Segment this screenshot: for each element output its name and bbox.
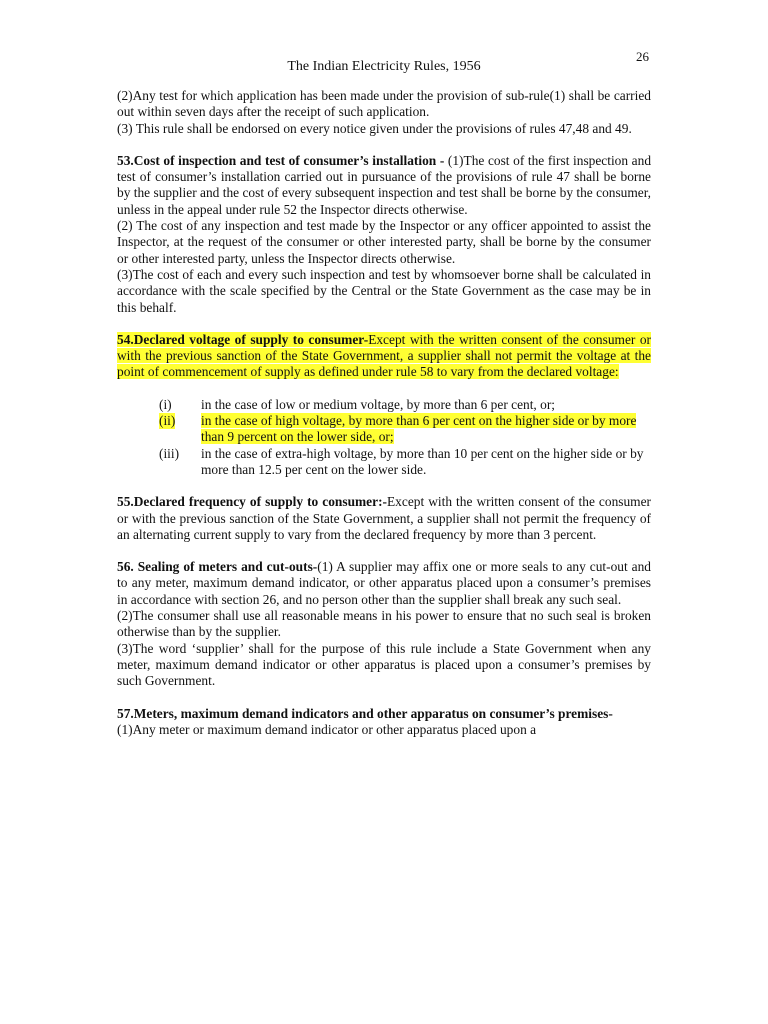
rule54-item-iii [117,446,651,479]
list-item-text: in the case of extra-high voltage, by more than 10 per cent on the higher side or by more than 12.5 per cent on the lower side. [201,445,644,477]
rule54-highlight [117,332,651,380]
rule54-heading: 54.Declared voltage of supply to consumer- [117,331,369,347]
list-marker: (iii) [159,445,180,461]
rule55-heading: 55.Declared frequency of supply to consumer:- [117,494,387,510]
rule56-sub3: (3)The word ‘supplier’ shall for the purpose of this rule include a State Government when any meter, maximum demand indicator or other apparatus is placed upon a consumer’s premises by such Government. [117,640,651,689]
body-text [117,88,651,738]
rule54-item-i [117,397,651,413]
rule56-sub2: (2)The consumer shall use all reasonable means in his power to ensure that no such seal is broken otherwise than by the supplier. [117,608,651,640]
rule52-sub3: (3) This rule shall be endorsed on every notice given under the provisions of rules 47,48 and 49. [117,120,632,136]
rule56-sub1-text: (1) A supplier may affix one or more seals to any cut-out and to any meter, maximum demand indicator, or other apparatus placed upon a consumer’s premises in accordance with section 26, and no person other than the supplier shall break any such seal. [117,559,651,607]
rule52-sub2: (2)Any test for which application has been made under the provision of sub-rule(1) shall be carried out within seven days after the receipt of such application. [117,88,651,120]
rule57-heading-line [117,706,651,722]
page-number: 26 [636,49,649,64]
rule53-sub1 [117,153,651,218]
rule56-sub1 [117,559,651,608]
rule54-paragraph [117,332,651,381]
list-item-text-highlighted: in the case of high voltage, by more than 6 per cent on the higher side or by more than 9 percent on the lower side, or; [201,413,637,445]
list-marker: (i) [159,396,172,412]
rule53-sub2: (2) The cost of any inspection and test made by the Inspector or any officer appointed to assist the Inspector, at the request of the consumer or other interested party, shall be borne by the consumer or other interested party, unless the Inspector directs otherwise. [117,218,651,266]
rule54-body: Except with the written consent of the consumer or with the previous sanction of the State Government, a supplier shall not permit the voltage at the point of commencement of supply as defined under rule 58 to vary from the declared voltage: [117,331,651,380]
running-header: The Indian Electricity Rules, 1956 [287,59,481,74]
rule55-body: Except with the written consent of the consumer or with the previous sanction of the State Government, a supplier shall not permit the frequency of an alternating current supply to vary from the declared frequency by more than 3 percent. [117,494,651,542]
rule54-item-ii [117,413,651,446]
list-marker: (ii) [159,413,176,429]
rule57-sub1: (1)Any meter or maximum demand indicator or other apparatus placed upon a [117,721,537,737]
rule53-sub3: (3)The cost of each and every such inspection and test by whomsoever borne shall be calculated in accordance with the scale specified by the Central or the State Government as the case may be in this behalf. [117,266,651,315]
list-item-text: in the case of low or medium voltage, by more than 6 per cent, or; [201,396,556,412]
rule53-sub1-text: (1)The cost of the first inspection and test of consumer’s installation carried out in pursuance of the provisions of rule 47 shall be borne by the supplier and the cost of every subsequent inspection and test shall be borne by the consumer, unless in the appeal under rule 52 the Inspector directs otherwise. [117,152,652,217]
rule57-heading: 57.Meters, maximum demand indicators and other apparatus on consumer’s premises- [117,705,613,721]
rule56-heading: 56. Sealing of meters and cut-outs- [117,559,318,575]
rule55-paragraph [117,494,651,543]
rule53-heading: 53.Cost of inspection and test of consumer’s installation - [117,152,448,168]
